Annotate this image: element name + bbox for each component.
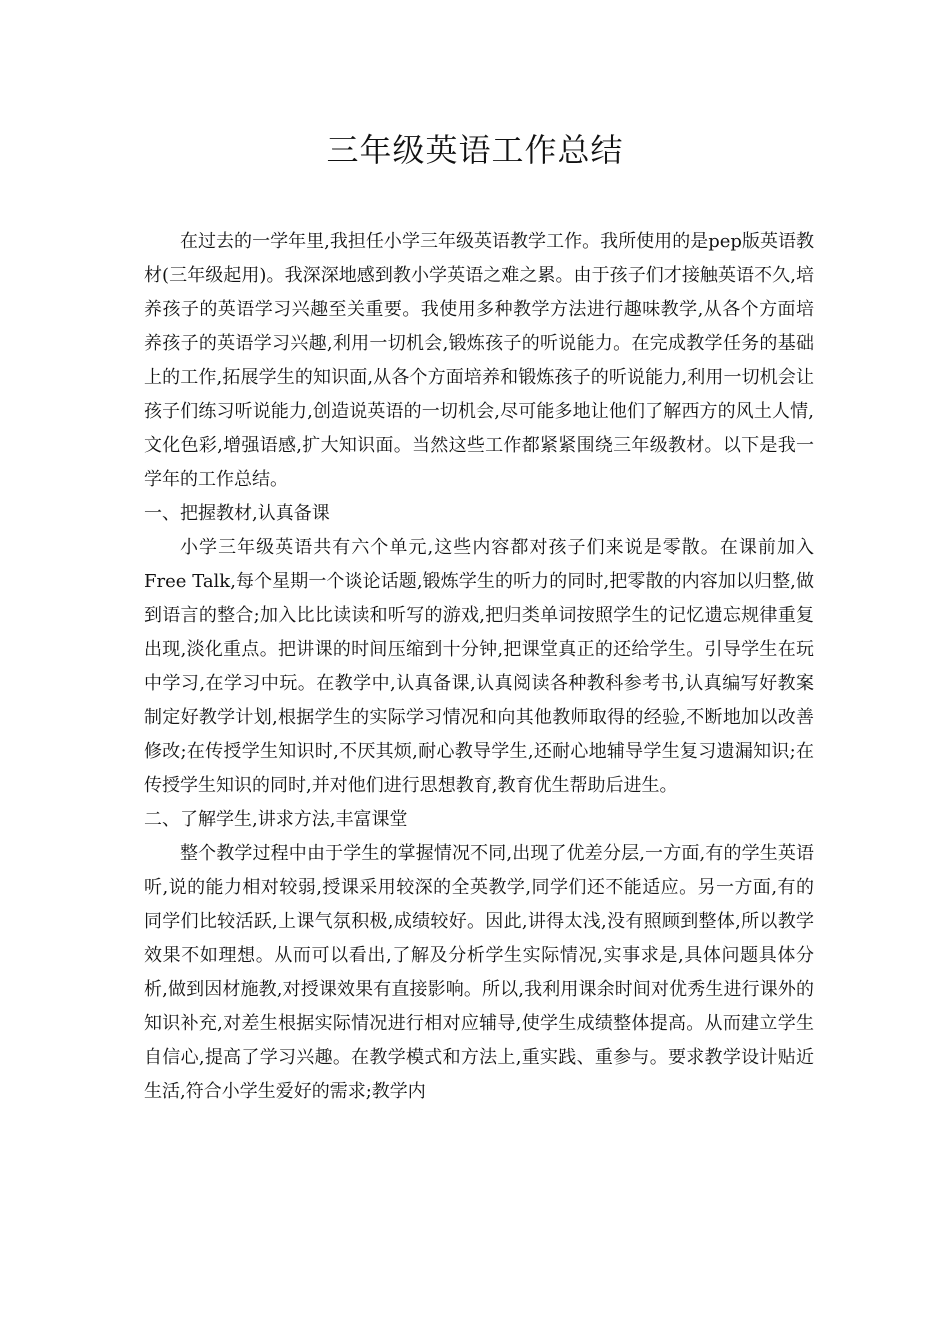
page-title: 三年级英语工作总结 [326,131,624,169]
section-heading-1: 一、把握教材,认真备课 [144,503,330,524]
section-paragraph-1: 小学三年级英语共有六个单元,这些内容都对孩子们来说是零散。在课前加入Free Talk,每个星期一个谈论话题,锻炼学生的听力的同时,把零散的内容加以归整,做到语言的整合;加入比比读读和听写的游戏,把归类单词按照学生的记忆遗忘规律重复出现,淡化重点。把讲课的时间压缩到十分钟,把课堂真正的还给学生。引导学生在玩中学习,在学习中玩。在教学中,认真备课,认真阅读各种教科参考书,认真编写好教案制定好教学计划,根据学生的实际学习情况和向其他教师取得的经验,不断地加以改善修改;在传授学生知识时,不厌其烦,耐心教导学生,还耐心地辅导学生复习遗漏知识;在传授学生知识的同时,并对他们进行思想教育,教育优生帮助后进生。 [144,537,814,796]
document-body [144,225,814,1109]
intro-paragraph: 在过去的一学年里,我担任小学三年级英语教学工作。我所使用的是pep版英语教材(三年级起用)。我深深地感到教小学英语之难之累。由于孩子们才接触英语不久,培养孩子的英语学习兴趣至关重要。我使用多种教学方法进行趣味教学,从各个方面培养孩子的英语学习兴趣,利用一切机会,锻炼孩子的听说能力。在完成教学任务的基础上的工作,拓展学生的知识面,从各个方面培养和锻炼孩子的听说能力,利用一切机会让孩子们练习听说能力,创造说英语的一切机会,尽可能多地让他们了解西方的风土人情,文化色彩,增强语感,扩大知识面。当然这些工作都紧紧围绕三年级教材。以下是我一学年的工作总结。 [144,231,814,490]
section-paragraph-2: 整个教学过程中由于学生的掌握情况不同,出现了优差分层,一方面,有的学生英语听,说的能力相对较弱,授课采用较深的全英教学,同学们还不能适应。另一方面,有的同学们比较活跃,上课气氛积极,成绩较好。因此,讲得太浅,没有照顾到整体,所以教学效果不如理想。从而可以看出,了解及分析学生实际情况,实事求是,具体问题具体分析,做到因材施教,对授课效果有直接影响。所以,我利用课余时间对优秀生进行课外的知识补充,对差生根据实际情况进行相对应辅导,使学生成绩整体提高。从而建立学生自信心,提高了学习兴趣。在教学模式和方法上,重实践、重参与。要求教学设计贴近生活,符合小学生爱好的需求;教学内 [144,843,814,1102]
section-heading-2: 二、了解学生,讲求方法,丰富课堂 [144,809,408,830]
